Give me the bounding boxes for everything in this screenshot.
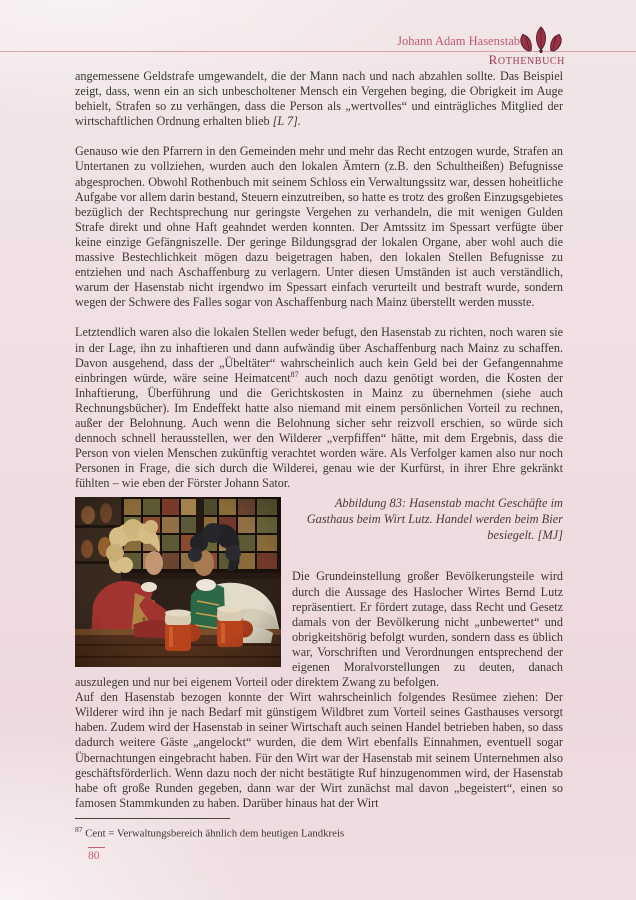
- running-header-title: Johann Adam Hasenstab: [397, 34, 520, 48]
- footnote-marker: 87: [75, 824, 83, 834]
- figure-caption: Abbildung 83: Hasenstab macht Geschäfte im Gasthaus beim Wirt Lutz. Handel werden beim Bier besiegelt. [MJ]: [306, 496, 563, 543]
- literature-citation: [L 7].: [272, 114, 301, 129]
- footnote-text: Cent = Verwaltungsbereich ähnlich dem heutigen Landkreis: [82, 827, 345, 840]
- footnote-reference: 87: [290, 369, 299, 379]
- page-number-rule: [88, 847, 105, 848]
- three-leaves-logo-icon: [517, 25, 565, 53]
- page-number: 80: [88, 850, 100, 862]
- footnote-separator: [75, 818, 230, 819]
- tavern-scene-photo: [75, 497, 281, 667]
- paragraph-text: auch noch dazu genötigt worden, die Kosten der Inhaftierung, Überführung und die Gerichtskosten in Mainz zu übernehmen (siehe auch Rechnungsbücher). Im Endeffekt hatte also niemand mit einem persönlichen Vorteil zu rechnen, außer der Belohnung. Auch wenn die Belohnung sicher sehr reizvoll erschien, so würde sich dennoch schnell herausstellen, wer den Wilderer „verpfiffen“ hätte, mit dem Ergebnis, dass die Person von vielen Menschen zukünftig verachtet worden wäre. Als Verfolger kamen also nur noch Personen in Frage, die sich durch die Wilderei, genau wie der Kurfürst, in ihrer Ehre gekränkt fühlten – wie eben der Förster Johann Sator.: [75, 370, 563, 491]
- paragraph: [75, 69, 563, 129]
- footnote: [75, 823, 563, 841]
- paragraph: Die Grundeinstellung großer Bevölkerungsteile wird durch die Aussage des Haslocher Wirtes Bernd Lutz repräsentiert. Er fördert zutage, dass Recht und Gesetz damals von der Bevölkerung nicht „unbewertet“ und obrigkeitshörig befolgt wurden, sondern dass es üblich war, Vorschriften und Verordnungen entsprechend der eigenen Moralvorstellungen zu deuten, danach auszulegen und nur bei eigenem Vorteil oder direktem Zwang zu befolgen.: [75, 569, 563, 690]
- footnote-area: [75, 811, 563, 841]
- page-body: [75, 69, 563, 841]
- page-footer: [88, 847, 105, 862]
- paragraph: Auf den Hasenstab bezogen konnte der Wirt wahrscheinlich folgendes Resümee ziehen: Der Wilderer wird ihn je nach Bedarf mit günstigem Wildbret zum Vorteil seines Gasthauses versorgt haben. Zudem wird der Hasenstab in seiner Wirtschaft auch seinen Handel betrieben haben, so dass dadurch weitere Gäste „angelockt“ wurden, die dem Wirt ebenfalls Einnahmen, eventuell sogar Übernachtungen eingebracht haben. Für den Wirt war der Hasenstab mit seinem Unternehmen also geschäftsförderlich. Wenn dazu noch der nicht bestätigte Ruf hinzugenommen wird, der Hasenstab habe oft große Runden gegeben, dann war der Wirt zunächst mal davon „begeistert“, einen so famosen Stammkunden zu haben. Darüber hinaus hat der Wirt: [75, 690, 563, 810]
- paragraph: Genauso wie den Pfarrern in den Gemeinden mehr und mehr das Recht entzogen wurde, Strafen an Untertanen zu vollziehen, wurden auch den lokalen Ämtern (z.B. den Schultheißen) Befugnisse abgesprochen. Obwohl Rothenbuch mit seinem Schloss ein Verwaltungssitz war, dessen hoheitliche Aufgabe vor allem darin bestand, Steuern einzutreiben, so hatte es trotz des großen Einzugsgebietes bezüglich der Rechtsprechung nur geringste Vergehen zu verhandeln, die mit wenigen Gulden Strafe direkt und ohne Haft geahndet werden konnten. Der Amtssitz im Spessart verfügte über keine einzige Gefängniszelle. Der geringe Bildungsgrad der lokalen Organe, aber wohl auch die massive Bestechlichkeit mögen dazu beigetragen haben, den lokalen Stellen Befugnisse zu entziehen und nach Aschaffenburg zu verlagern. Unter diesen Umständen ist auch verständlich, warum der Hasenstab nicht irgendwo im Spessart einfach verurteilt und bestraft wurde, sondern wegen der Schwere des Falles sogar von Aschaffenburg nach Mainz überstellt werden musste.: [75, 144, 563, 310]
- paragraph: [75, 325, 563, 491]
- paragraph-text: Letztendlich waren also die lokalen Stellen weder befugt, den Hasenstab zu richten, noch waren sie in der Lage, ihn zu inhaftieren und dann aufwändig über Aschaffenburg nach Mainz zu schaffen. Davon ausgehend, dass der „Übeltäter“ wahrscheinlich auch kein Geld bei der Gefangennahme einbringen würde, wäre seine Heimatcent: [75, 325, 563, 385]
- logo-wordmark: ROTHENBUCH: [488, 52, 565, 67]
- paragraph-text: angemessene Geldstrafe umgewandelt, die der Mann nach und nach abzahlen sollte. Das Beispiel zeigt, dass, wenn ein an sich unbescholtener Mensch ein Vergehen beging, die Obrigkeit im Auge behielt, Strafen so zu verhängen, dass die Person als „wertvolles“ und einträgliches Mitglied der wirtschaftlichen Ordnung erhalten blieb: [75, 69, 563, 129]
- figure-block: [75, 495, 563, 811]
